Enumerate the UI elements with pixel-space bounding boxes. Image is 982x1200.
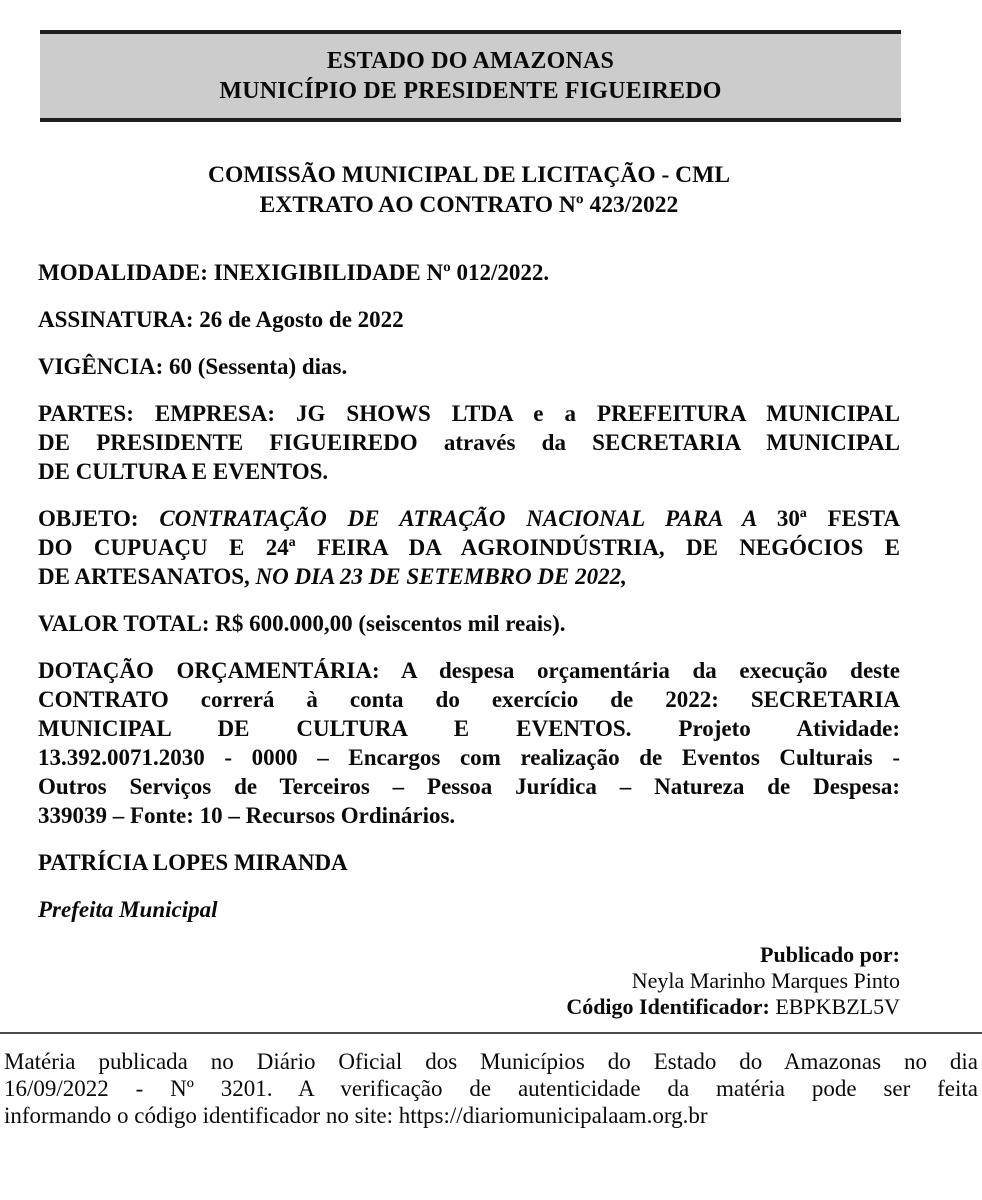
paragraph-assinatura: ASSINATURA: 26 de Agosto de 2022 bbox=[38, 307, 404, 332]
objeto-line-2: DO CUPUAÇU E 24ª FEIRA DA AGROINDÚSTRIA, DE NEGÓCIOS E bbox=[38, 535, 900, 560]
identifier-code-line bbox=[38, 994, 900, 1020]
footer-note bbox=[4, 1048, 978, 1129]
paragraph-modalidade: MODALIDADE: INEXIGIBILIDADE Nº 012/2022. bbox=[38, 260, 550, 285]
signatory-name: PATRÍCIA LOPES MIRANDA bbox=[38, 850, 348, 875]
objeto-italic-run-2: NO DIA 23 DE SETEMBRO DE 2022, bbox=[255, 564, 627, 589]
paragraph-vigencia: VIGÊNCIA: 60 (Sessenta) dias. bbox=[38, 354, 348, 379]
footer-line-1: Matéria publicada no Diário Oficial dos Municípios do Estado do Amazonas no dia bbox=[4, 1049, 978, 1074]
contract-extract-title-line: EXTRATO AO CONTRATO Nº 423/2022 bbox=[259, 192, 679, 218]
dotacao-line-2: CONTRATO correrá à conta do exercício de 2022: SECRETARIA bbox=[38, 687, 900, 712]
publisher-block bbox=[38, 942, 900, 1020]
state-name: ESTADO DO AMAZONAS bbox=[326, 48, 615, 74]
publisher-name: Neyla Marinho Marques Pinto bbox=[631, 968, 900, 993]
partes-line-1: PARTES: EMPRESA: JG SHOWS LTDA e a PREFEITURA MUNICIPAL bbox=[38, 401, 900, 426]
dotacao-line-4: 13.392.0071.2030 - 0000 – Encargos com realização de Eventos Culturais - bbox=[38, 745, 900, 770]
objeto-line-3 bbox=[38, 562, 900, 591]
dotacao-line-1: DOTAÇÃO ORÇAMENTÁRIA: A despesa orçamentária da execução deste bbox=[38, 658, 900, 683]
objeto-line-1 bbox=[38, 504, 900, 533]
objeto-label: OBJETO: bbox=[38, 506, 160, 531]
footer-divider bbox=[0, 1032, 982, 1034]
paragraph-valor-total: VALOR TOTAL: R$ 600.000,00 (seiscentos mil reais). bbox=[38, 611, 566, 636]
paragraph-objeto bbox=[38, 504, 900, 591]
objeto-bold-run-2: DE ARTESANATOS, bbox=[38, 564, 256, 589]
dotacao-line-5: Outros Serviços de Terceiros – Pessoa Jurídica – Natureza de Despesa: bbox=[38, 774, 900, 799]
objeto-bold-run-1: 30ª FESTA bbox=[776, 506, 900, 531]
identifier-code-value: EBPKBZL5V bbox=[775, 994, 900, 1019]
commission-title-line: COMISSÃO MUNICIPAL DE LICITAÇÃO - CML bbox=[207, 162, 731, 188]
identifier-code-label: Código Identificador: bbox=[566, 994, 776, 1019]
dotacao-line-3: MUNICIPAL DE CULTURA E EVENTOS. Projeto Atividade: bbox=[38, 716, 900, 741]
partes-line-2: DE PRESIDENTE FIGUEIREDO através da SECRETARIA MUNICIPAL bbox=[38, 430, 900, 455]
paragraph-partes bbox=[38, 399, 900, 486]
header-banner bbox=[40, 30, 901, 122]
municipality-name: MUNICÍPIO DE PRESIDENTE FIGUEIREDO bbox=[219, 78, 722, 104]
objeto-italic-run-1: CONTRATAÇÃO DE ATRAÇÃO NACIONAL PARA A bbox=[159, 506, 777, 531]
partes-line-3: DE CULTURA E EVENTOS. bbox=[38, 459, 329, 484]
document-title bbox=[38, 160, 900, 220]
signatory-role: Prefeita Municipal bbox=[38, 897, 218, 922]
document-content bbox=[38, 160, 900, 1020]
paragraph-dotacao bbox=[38, 656, 900, 830]
footer-line-3: informando o código identificador no site: https://diariomunicipalaam.org.br bbox=[4, 1103, 708, 1128]
published-by-label: Publicado por: bbox=[760, 942, 900, 967]
dotacao-line-6: 339039 – Fonte: 10 – Recursos Ordinários. bbox=[38, 803, 456, 828]
footer-line-2: 16/09/2022 - Nº 3201. A verificação de autenticidade da matéria pode ser feita bbox=[4, 1076, 978, 1101]
